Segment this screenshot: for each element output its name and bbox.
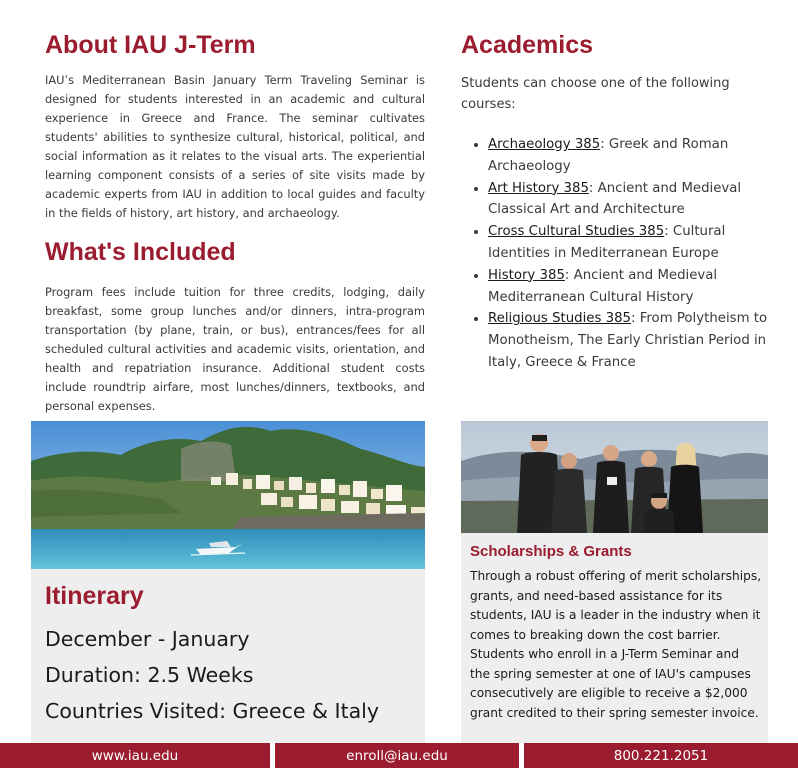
itinerary-dates: December - January [45,627,250,651]
course-desc: : From Polytheism to Monotheism, The Early Christian Period in Italy, Greece & France [488,311,768,370]
academics-intro: Students can choose one of the following courses: [461,76,730,112]
itinerary-title: Itinerary [45,582,144,610]
academics-title: Academics [461,31,594,59]
course-link[interactable]: Religious Studies 385 [488,311,631,327]
footer-website-link[interactable]: www.iau.edu [0,743,270,768]
scholarships-body: Through a robust offering of merit scholarships, grants, and need-based assistance for its students, IAU is a leader in the industry when it comes to breaking down the cost barrier. Students who enroll in a J-Term Seminar and the spring semester at one of IAU's campuses consecutively are eligible to receive a $2,000 grant credited to their spring semester invoice. [470,569,762,720]
included-title: What's Included [45,238,236,266]
course-item [488,178,783,222]
course-desc: : Greek and Roman Archaeology [488,137,729,174]
course-desc: : Ancient and Medieval Mediterranean Cultural History [488,267,718,305]
course-link[interactable]: Art History 385 [488,180,589,196]
course-item [488,308,783,373]
course-link[interactable]: Archaeology 385 [488,137,601,152]
course-item [488,265,783,309]
course-list [470,134,783,374]
student-group-image [461,421,768,533]
course-link[interactable]: History 385 [488,267,565,283]
about-title: About IAU J-Term [45,31,256,59]
course-desc: : Ancient and Medieval Classical Art and Architecture [488,180,742,218]
student-group-photo [461,421,768,533]
itinerary-panel [31,569,425,743]
scholarships-panel [461,533,768,743]
course-link[interactable]: Cross Cultural Studies 385 [488,224,665,240]
about-body: IAU’s Mediterranean Basin January Term Traveling Seminar is designed for students interested in an academic and cultural experience in Greece and France. The seminar cultivates students' abilities to synthesize cultural, historical, political, and social information as it relates to the visual arts. The experiential learning component consists of a series of site visits made by academic experts from IAU in addition to local guides and faculty in the fields of history, art history, and archaeology. [45,73,425,220]
course-item [488,221,783,265]
footer-phone-link[interactable]: 800.221.2051 [524,743,798,768]
footer-email-link[interactable]: enroll@iau.edu [275,743,519,768]
included-body: Program fees include tuition for three credits, lodging, daily breakfast, some group lunches and/or dinners, intra-program transportation (by plane, train, or bus), entrances/fees for all scheduled cultural activities and academic visits, orientation, and health and repatriation insurance. Additional student costs include roundtrip airfare, most lunches/dinners, textbooks, and personal expenses. [45,285,425,413]
course-item [488,134,783,178]
coastal-town-image [31,421,425,569]
scholarships-title: Scholarships & Grants [470,543,632,560]
coastal-town-photo [31,421,425,569]
course-desc: : Cultural Identities in Mediterranean Europe [488,224,726,261]
itinerary-countries: Countries Visited: Greece & Italy [45,699,380,723]
itinerary-duration: Duration: 2.5 Weeks [45,663,254,687]
